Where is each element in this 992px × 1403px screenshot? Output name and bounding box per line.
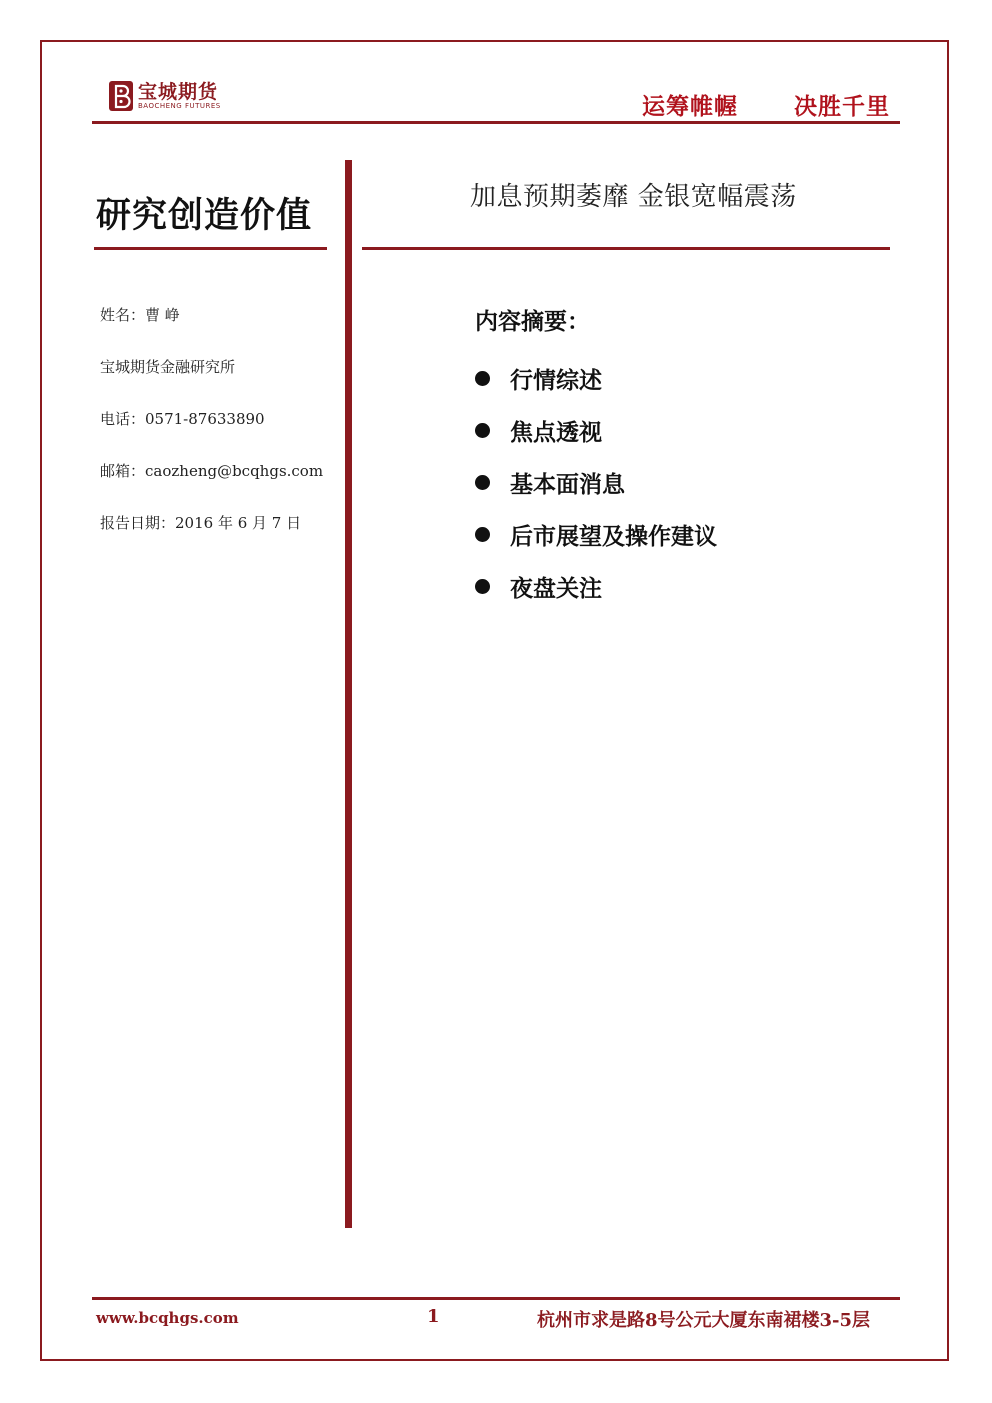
bullet-icon [475, 423, 490, 438]
page-number: 1 [427, 1306, 440, 1327]
slogan-part-1: 运筹帷幄 [642, 93, 738, 120]
bullet-icon [475, 371, 490, 386]
summary-item [475, 404, 717, 456]
summary-heading: 内容摘要： [475, 308, 590, 335]
logo-chinese-name: 宝城期货 [138, 80, 219, 103]
report-date: 报告日期：2016 年 6 月 7 日 [100, 514, 302, 532]
summary-item [475, 456, 717, 508]
phone-number: 电话：0571-87633890 [100, 410, 265, 428]
summary-item [475, 560, 717, 612]
summary-list [475, 352, 717, 612]
header-divider [92, 121, 900, 124]
footer-website-link[interactable]: www.bcqhgs.com [96, 1309, 239, 1327]
bullet-icon [475, 579, 490, 594]
email-address: 邮箱：caozheng@bcqhgs.com [100, 462, 324, 480]
summary-item [475, 352, 717, 404]
company-logo [108, 78, 221, 114]
report-title: 加息预期萎靡 金银宽幅震荡 [470, 182, 797, 212]
summary-item [475, 508, 717, 560]
left-title-underline [94, 247, 327, 250]
logo-english-name: BAOCHENG FUTURES [138, 101, 221, 110]
baocheng-logo-icon [108, 80, 134, 112]
summary-item-label: 后市展望及操作建议 [510, 522, 717, 550]
main-title-underline [362, 247, 890, 250]
left-panel-title: 研究创造价值 [96, 195, 313, 236]
footer-divider [92, 1297, 900, 1300]
footer-address: 杭州市求是路8号公元大厦东南裙楼3-5层 [537, 1310, 871, 1331]
page-frame [40, 40, 949, 1361]
summary-item-label: 夜盘关注 [510, 574, 602, 602]
author-name: 姓名：曹 峥 [100, 306, 180, 324]
bullet-icon [475, 527, 490, 542]
summary-item-label: 基本面消息 [510, 470, 625, 498]
summary-item-label: 焦点透视 [510, 418, 602, 446]
bullet-icon [475, 475, 490, 490]
slogan-part-2: 决胜千里 [794, 93, 890, 120]
vertical-divider [345, 160, 352, 1228]
institute-name: 宝城期货金融研究所 [100, 358, 236, 376]
summary-item-label: 行情综述 [510, 366, 602, 394]
